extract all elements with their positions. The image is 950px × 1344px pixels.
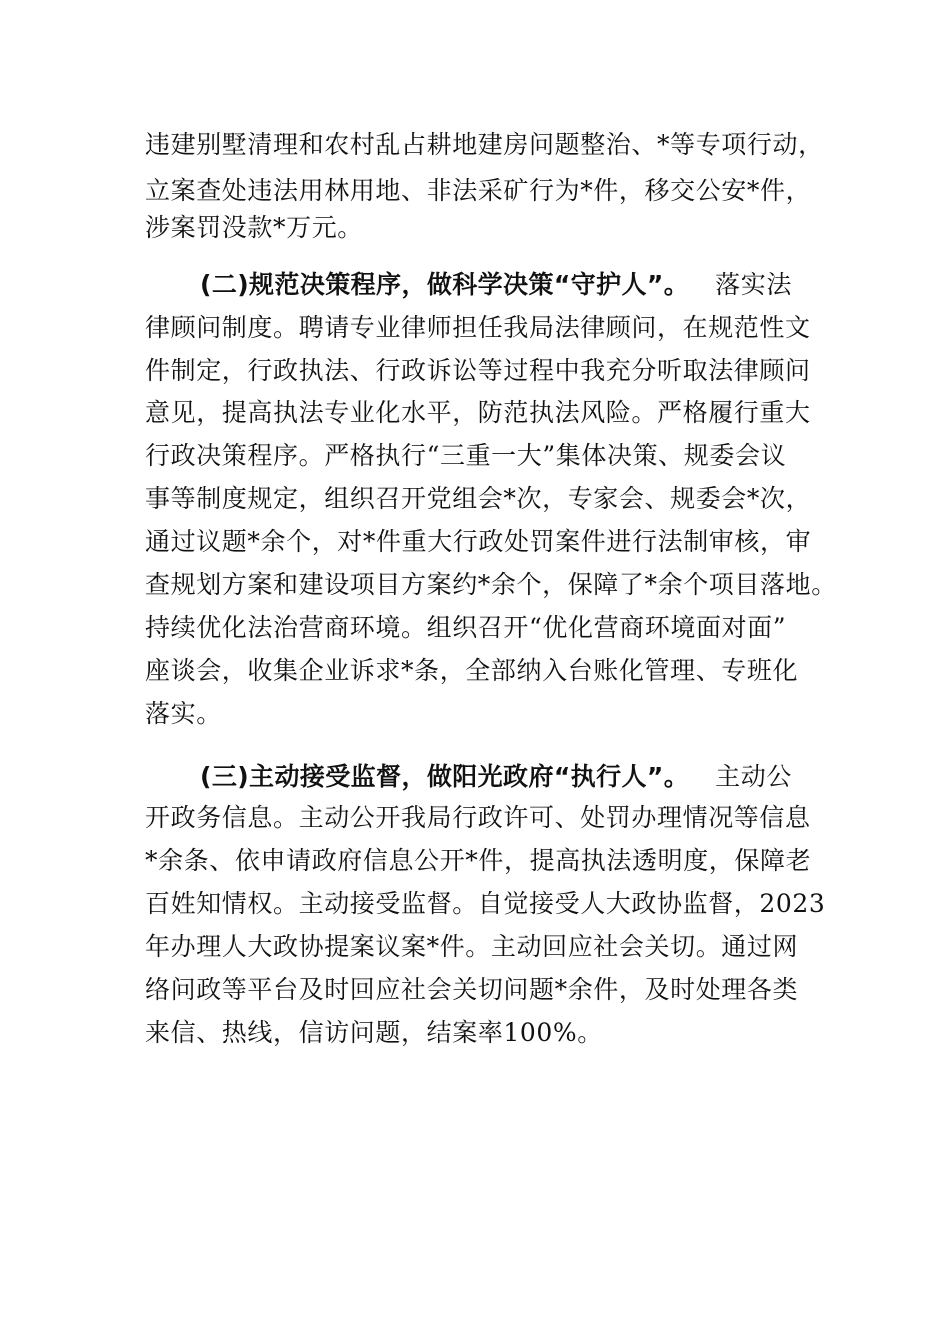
body-text-line: 涉案罚没款*万元。 bbox=[145, 213, 363, 242]
body-text-line: 座谈会，收集企业诉求*条，全部纳入台账化管理、专班化 bbox=[145, 656, 799, 685]
body-text-line: 络问政等平台及时回应社会关切问题*余件，及时处理各类 bbox=[145, 975, 799, 1004]
body-text-line: 落实。 bbox=[145, 699, 222, 728]
body-text-line: 百姓知情权。主动接受监督。自觉接受人大政协监督，2023 bbox=[145, 889, 826, 918]
body-text-line: 律顾问制度。聘请专业律师担任我局法律顾问，在规范性文 bbox=[145, 313, 811, 342]
body-text-line: 立案查处违法用林用地、非法采矿行为*件，移交公安*件， bbox=[145, 176, 812, 205]
section-heading: (二)规范决策程序，做科学决策“守护人”。 bbox=[200, 270, 690, 299]
section-heading-line bbox=[200, 760, 792, 794]
body-text-line: 持续优化法治营商环境。组织召开“优化营商环境面对面” bbox=[145, 613, 787, 642]
body-text-line: 行政决策程序。严格执行“三重一大”集体决策、规委会议 bbox=[145, 441, 787, 470]
section-heading: (三)主动接受监督，做阳光政府“执行人”。 bbox=[200, 762, 690, 791]
section-heading-line bbox=[200, 268, 792, 302]
body-text-lead: 落实法 bbox=[715, 270, 792, 299]
body-text-line: 来信、热线，信访问题，结案率100%。 bbox=[145, 1018, 603, 1047]
body-text-line: 通过议题*余个，对*件重大行政处罚案件进行法制审核，审 bbox=[145, 527, 812, 556]
body-text-line: 查规划方案和建设项目方案约*余个，保障了*余个项目落地。 bbox=[145, 570, 837, 599]
body-text-line: 年办理人大政协提案议案*件。主动回应社会关切。通过网 bbox=[145, 932, 799, 961]
body-text-line: 违建别墅清理和农村乱占耕地建房问题整治、*等专项行动， bbox=[145, 130, 824, 159]
body-text-line: 开政务信息。主动公开我局行政许可、处罚办理情况等信息 bbox=[145, 803, 811, 832]
body-text-lead: 主动公 bbox=[715, 762, 792, 791]
body-text-line: 事等制度规定，组织召开党组会*次，专家会、规委会*次， bbox=[145, 484, 812, 513]
body-text-line: *余条、依申请政府信息公开*件，提高执法透明度，保障老 bbox=[145, 846, 812, 875]
body-text-line: 意见，提高执法专业化水平，防范执法风险。严格履行重大 bbox=[145, 398, 811, 427]
body-text-line: 件制定，行政执法、行政诉讼等过程中我充分听取法律顾问 bbox=[145, 356, 811, 385]
